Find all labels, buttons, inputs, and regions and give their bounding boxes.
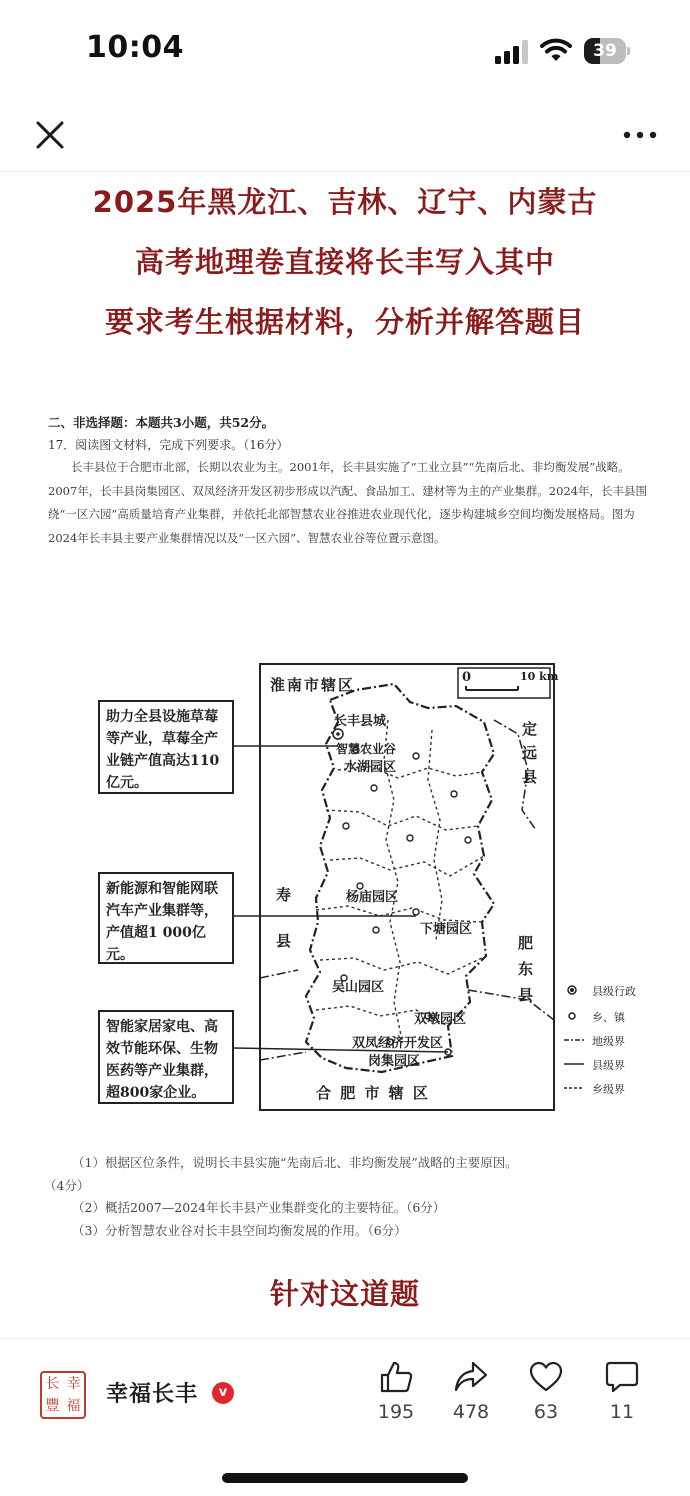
exam-map-figure [98,660,658,1115]
exam-questions [44,1152,654,1242]
seal-char-4: 福 [66,1398,81,1414]
headline-line-1: 2025年黑龙江、吉林、辽宁、内蒙古 [92,185,598,219]
wifi-icon [540,38,572,62]
share-button[interactable] [441,1359,501,1423]
legend-township-boundary: 乡级界 [592,1083,625,1096]
question-1: （1）根据区位条件，说明长丰县实施“先南后北、非均衡发展”战略的主要原因。 [72,1155,518,1170]
status-bar [0,0,690,100]
label-shuihu: 水湖园区 [344,760,397,775]
label-wushan: 吴山园区 [332,980,385,995]
battery-indicator [584,38,630,64]
share-count: 478 [452,1401,490,1423]
heart-icon [528,1359,564,1395]
battery-level: 39 [593,41,617,61]
legend-county-seat: 县级行政 [592,985,636,998]
cellular-signal-icon [494,40,528,64]
headline-line-2: 高考地理卷直接将长丰写入其中 [134,245,555,279]
legend-prefecture-boundary: 地级界 [592,1035,625,1048]
legend-township: 乡、镇 [592,1011,625,1024]
label-hefei: 合 肥 市 辖 区 [316,1084,430,1102]
legend-county-boundary: 县级界 [592,1059,625,1072]
question-2: （2）概括2007—2024年长丰县产业集群变化的主要特征。（6分） [72,1200,446,1215]
exam-section-title: 二、非选择题：本题共3小题，共52分。 [48,415,275,430]
seal-char-2: 幸 [66,1376,81,1392]
label-yangmiao: 杨庙园区 [346,890,399,905]
seal-char-3: 豐 [45,1398,60,1414]
author-name[interactable]: 幸福长丰 [106,1382,199,1407]
callout-home-appliance: 智能家居家电、高效节能环保、生物医药等产业集群，超800家企业。 [98,1010,234,1104]
callout-smart-agriculture: 助力全县设施草莓等产业，草莓全产业链产值高达110亿元。 [98,700,234,794]
exam-text [48,412,648,550]
bottom-action-bar [0,1338,690,1496]
label-huainan: 淮南市辖区 [270,676,356,694]
label-feidong-1: 肥 [518,934,536,952]
favorite-button[interactable] [516,1359,576,1423]
close-icon[interactable] [30,115,70,155]
label-shou-1: 寿 [276,886,294,904]
seal-char-1: 长 [45,1376,60,1392]
status-time: 10:04 [86,30,184,65]
label-feidong-3: 县 [518,986,536,1004]
question-1-points: （4分） [44,1177,90,1193]
label-feidong-2: 东 [518,960,536,978]
label-smart-ag: 智慧农业谷 [336,742,397,756]
share-icon [453,1359,489,1395]
label-county-seat: 长丰县城 [334,714,387,729]
like-button[interactable] [366,1359,426,1423]
question-3: （3）分析智慧农业谷对长丰县空间均衡发展的作用。（6分） [72,1222,407,1238]
home-indicator[interactable] [222,1473,468,1483]
headline-line-3: 要求考生根据材料，分析并解答题目 [104,305,585,339]
comment-icon [604,1359,640,1395]
more-options-icon[interactable] [620,120,660,150]
label-shuangdun: 双墩园区 [414,1012,467,1027]
thumbs-up-icon [378,1359,414,1395]
comment-button[interactable] [592,1359,652,1423]
label-dingyuan-2: 远 [522,744,540,762]
author-avatar[interactable] [40,1371,86,1419]
label-dingyuan-1: 定 [522,720,540,738]
nav-bar [0,100,690,172]
label-gangji: 岗集园区 [368,1054,421,1069]
exam-question-title: 17．阅读图文材料，完成下列要求。（16分） [48,438,289,452]
scale-label: 10 km [520,670,559,683]
article-headline [0,172,690,352]
teaser-text: 针对这道题 [269,1277,420,1311]
callout-automotive: 新能源和智能网联汽车产业集群等，产值超1 000亿元。 [98,872,234,964]
favorite-count: 63 [533,1401,559,1423]
comment-count: 11 [609,1401,635,1423]
like-count: 195 [377,1401,415,1423]
scale-zero: 0 [462,670,472,685]
label-xiatang: 下塘园区 [420,922,473,937]
label-shou-2: 县 [276,932,294,950]
label-shuangfeng: 双凤经济开发区 [352,1036,444,1051]
exam-material: 长丰县位于合肥市北部，长期以农业为主。2001年，长丰县实施了“工业立县”“先南后北、非均衡发展”战略。2007年，长丰县岗集园区、双凤经济开发区初步形成以汽配、食品加工、建材等为主的产业集群。2024年，长丰县围绕“一区六园”高质量培育产业集群，并依托北部智慧农业谷推进农业现代化，逐步构建城乡空间均衡发展格局。图为2024年长丰县主要产业集群情况以及“一区六园”、智慧农业谷等位置示意图。 [48,460,648,545]
label-dingyuan-3: 县 [522,768,540,786]
verified-badge-icon: v [212,1382,234,1404]
